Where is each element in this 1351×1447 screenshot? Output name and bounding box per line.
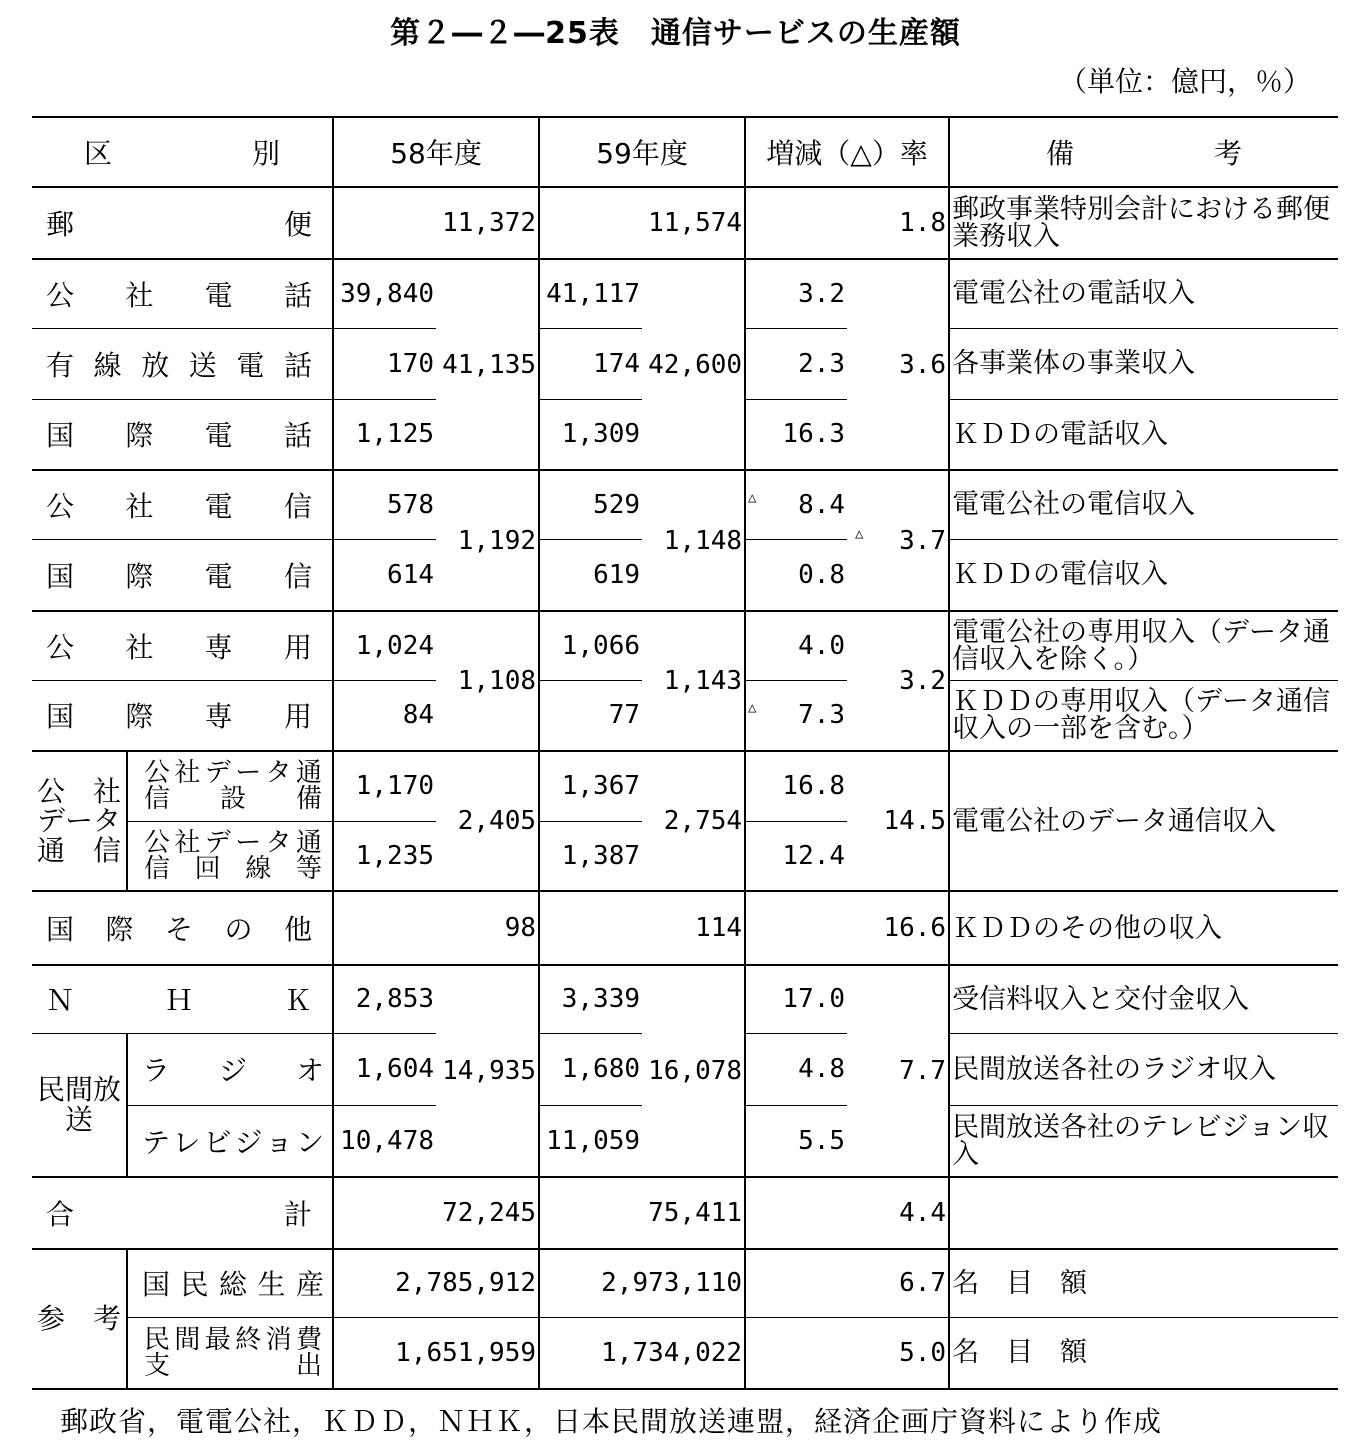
- cell-rate: 4.0: [745, 611, 847, 680]
- cell-fy59: 1,734,022: [539, 1317, 745, 1389]
- cell-rate: 4.8: [745, 1033, 847, 1105]
- cell-fy59: 75,411: [539, 1177, 745, 1249]
- cell-fy59: 619: [539, 539, 642, 611]
- row-label: 国際専用: [46, 700, 313, 734]
- cell-rate: 12.4: [745, 821, 847, 891]
- group-label: 公 社データ通 信: [36, 774, 121, 867]
- cell-fy58: 1,170: [333, 751, 436, 821]
- row-label: ラジオ: [127, 1033, 333, 1105]
- decrease-sign: △: [855, 525, 864, 542]
- row-label: 合 計: [46, 1198, 313, 1231]
- cell-remark: ＫＤＤの電話収入: [949, 399, 1338, 470]
- cell-fy59: 3,339: [539, 965, 642, 1033]
- row-label: ＮＨＫ: [46, 984, 313, 1018]
- header-row: [32, 117, 1338, 187]
- cell-fy59-subtotal: 42,600: [648, 349, 743, 380]
- cell-fy59: 77: [539, 680, 642, 751]
- cell-rate: 1.8: [745, 187, 949, 259]
- cell-fy58: 39,840: [333, 259, 436, 328]
- cell-fy58: 1,604: [333, 1033, 436, 1105]
- cell-fy58: 10,478: [333, 1105, 436, 1177]
- cell-rate-subtotal: 3.6: [899, 349, 947, 380]
- cell-rate-subtotal: 14.5: [883, 806, 947, 836]
- cell-rate-subtotal: 3.2: [899, 666, 947, 696]
- row-label: 有線放送電話: [46, 348, 313, 382]
- group-label: 民間放送: [36, 1073, 121, 1136]
- table-row: [32, 965, 1338, 1033]
- cell-fy59: 1,680: [539, 1033, 642, 1105]
- header-fy58: 58年度: [333, 117, 539, 187]
- cell-fy59: 1,387: [539, 821, 642, 891]
- cell-fy58-subtotal: 14,935: [442, 1056, 537, 1086]
- cell-fy58: 72,245: [333, 1177, 539, 1249]
- source-note: 郵政省，電電公社，ＫＤＤ，ＮＨＫ，日本民間放送連盟，経済企画庁資料により作成: [60, 1405, 1163, 1438]
- table-row: [32, 611, 1338, 680]
- cell-fy58: 1,651,959: [333, 1317, 539, 1389]
- cell-remark: 民間放送各社のラジオ収入: [949, 1033, 1338, 1105]
- row-label: 公社データ通信回線等: [127, 821, 333, 891]
- row-label: 公社電信: [46, 489, 313, 523]
- cell-fy59: 11,059: [539, 1105, 642, 1177]
- cell-fy59: 41,117: [539, 259, 642, 328]
- cell-remark: 各事業体の事業収入: [949, 328, 1338, 399]
- cell-remark: 電電公社の電話収入: [949, 259, 1338, 328]
- row-label: 民間最終消費支出: [127, 1317, 333, 1389]
- cell-remark: ＫＤＤの専用収入（データ通信収入の一部を含む。）: [949, 680, 1338, 751]
- table-row: [32, 891, 1338, 965]
- cell-rate: 16.8: [745, 751, 847, 821]
- cell-rate: 2.3: [745, 328, 847, 399]
- cell-rate: 5.0: [745, 1317, 949, 1389]
- cell-remark: 名 目 額: [949, 1249, 1338, 1317]
- cell-fy59: 11,574: [539, 187, 745, 259]
- cell-fy59-subtotal: 2,754: [663, 806, 743, 836]
- table-row: [32, 187, 1338, 259]
- header-rate: 増減（△）率: [745, 117, 949, 187]
- cell-remark: 民間放送各社のテレビジョン収入: [949, 1105, 1338, 1177]
- cell-remark: 電電公社の電信収入: [949, 470, 1338, 539]
- rate-value: 3.7: [899, 525, 947, 556]
- decrease-sign: △: [748, 489, 757, 506]
- cell-fy59: 1,309: [539, 399, 642, 470]
- cell-rate: 17.0: [745, 965, 847, 1033]
- cell-fy58: 98: [333, 891, 539, 965]
- cell-fy58-subtotal: 1,108: [457, 666, 537, 696]
- cell-fy59: 1,066: [539, 611, 642, 680]
- cell-fy58: 578: [333, 470, 436, 539]
- cell-rate: 5.5: [745, 1105, 847, 1177]
- cell-rate: 4.4: [745, 1177, 949, 1249]
- production-table: [32, 116, 1338, 1390]
- table-row: [32, 470, 1338, 539]
- cell-fy59-subtotal: 1,143: [663, 666, 743, 696]
- cell-remark: ＫＤＤの電信収入: [949, 539, 1338, 611]
- table-row: [32, 751, 1338, 821]
- row-label: 国民総生産: [127, 1249, 333, 1317]
- cell-rate: 6.7: [745, 1249, 949, 1317]
- cell-fy59: 1,367: [539, 751, 642, 821]
- header-remarks: 備 考: [949, 117, 1338, 187]
- cell-rate: 0.8: [745, 539, 847, 611]
- group-label: 参 考: [36, 1302, 121, 1336]
- row-label: 国際電信: [46, 559, 313, 593]
- cell-rate: 16.6: [745, 891, 949, 965]
- rate-value: 7.3: [798, 700, 846, 731]
- cell-remark: 電電公社の専用収入（データ通信収入を除く。）: [949, 611, 1338, 680]
- cell-rate: [745, 470, 847, 539]
- rate-value: 8.4: [798, 489, 846, 520]
- row-label: 公社電話: [46, 278, 313, 312]
- row-label: 公社データ通信設備: [127, 751, 333, 821]
- cell-rate-subtotal: 7.7: [899, 1056, 947, 1086]
- cell-rate: [745, 680, 847, 751]
- cell-fy58: 1,125: [333, 399, 436, 470]
- cell-fy58-subtotal: 41,135: [442, 349, 537, 380]
- table-row: [32, 259, 1338, 328]
- row-label: 公社専用: [46, 630, 313, 664]
- cell-fy58: 614: [333, 539, 436, 611]
- cell-fy59: 2,973,110: [539, 1249, 745, 1317]
- cell-remark: [949, 1177, 1338, 1249]
- unit-note: （単位：億円，％）: [1058, 65, 1311, 98]
- total-row: [32, 1177, 1338, 1249]
- cell-fy58: 11,372: [333, 187, 539, 259]
- cell-fy58: 2,785,912: [333, 1249, 539, 1317]
- cell-fy59-subtotal: 16,078: [648, 1056, 743, 1086]
- header-category: 区 別: [84, 137, 281, 170]
- cell-fy58: 170: [333, 328, 436, 399]
- cell-fy59-subtotal: 1,148: [663, 525, 743, 556]
- cell-fy59: 174: [539, 328, 642, 399]
- row-label: 国際電話: [46, 419, 313, 453]
- table-row: [32, 1317, 1338, 1389]
- cell-remark: 郵政事業特別会計における郵便業務収入: [949, 187, 1338, 259]
- row-label: 国際その他: [46, 913, 313, 946]
- row-label: テレビジョン: [127, 1105, 333, 1177]
- cell-rate: 3.2: [745, 259, 847, 328]
- cell-remark: 受信料収入と交付金収入: [949, 965, 1338, 1033]
- table-row: [32, 1249, 1338, 1317]
- cell-fy59: 114: [539, 891, 745, 965]
- cell-remark: ＫＤＤのその他の収入: [949, 891, 1338, 965]
- cell-fy58: 2,853: [333, 965, 436, 1033]
- cell-fy58: 1,024: [333, 611, 436, 680]
- cell-fy58: 1,235: [333, 821, 436, 891]
- header-fy59: 59年度: [539, 117, 745, 187]
- decrease-sign: △: [748, 700, 757, 717]
- cell-fy59: 529: [539, 470, 642, 539]
- table-title: 第２―２―25表 通信サービスの生産額: [390, 16, 961, 51]
- cell-remark: 名 目 額: [949, 1317, 1338, 1389]
- cell-rate-subtotal: [847, 470, 949, 611]
- cell-rate: 16.3: [745, 399, 847, 470]
- cell-remark: 電電公社のデータ通信収入: [949, 751, 1338, 891]
- row-label: 郵便: [46, 208, 313, 241]
- cell-fy58-subtotal: 1,192: [457, 525, 537, 556]
- cell-fy58-subtotal: 2,405: [457, 806, 537, 836]
- cell-fy58: 84: [333, 680, 436, 751]
